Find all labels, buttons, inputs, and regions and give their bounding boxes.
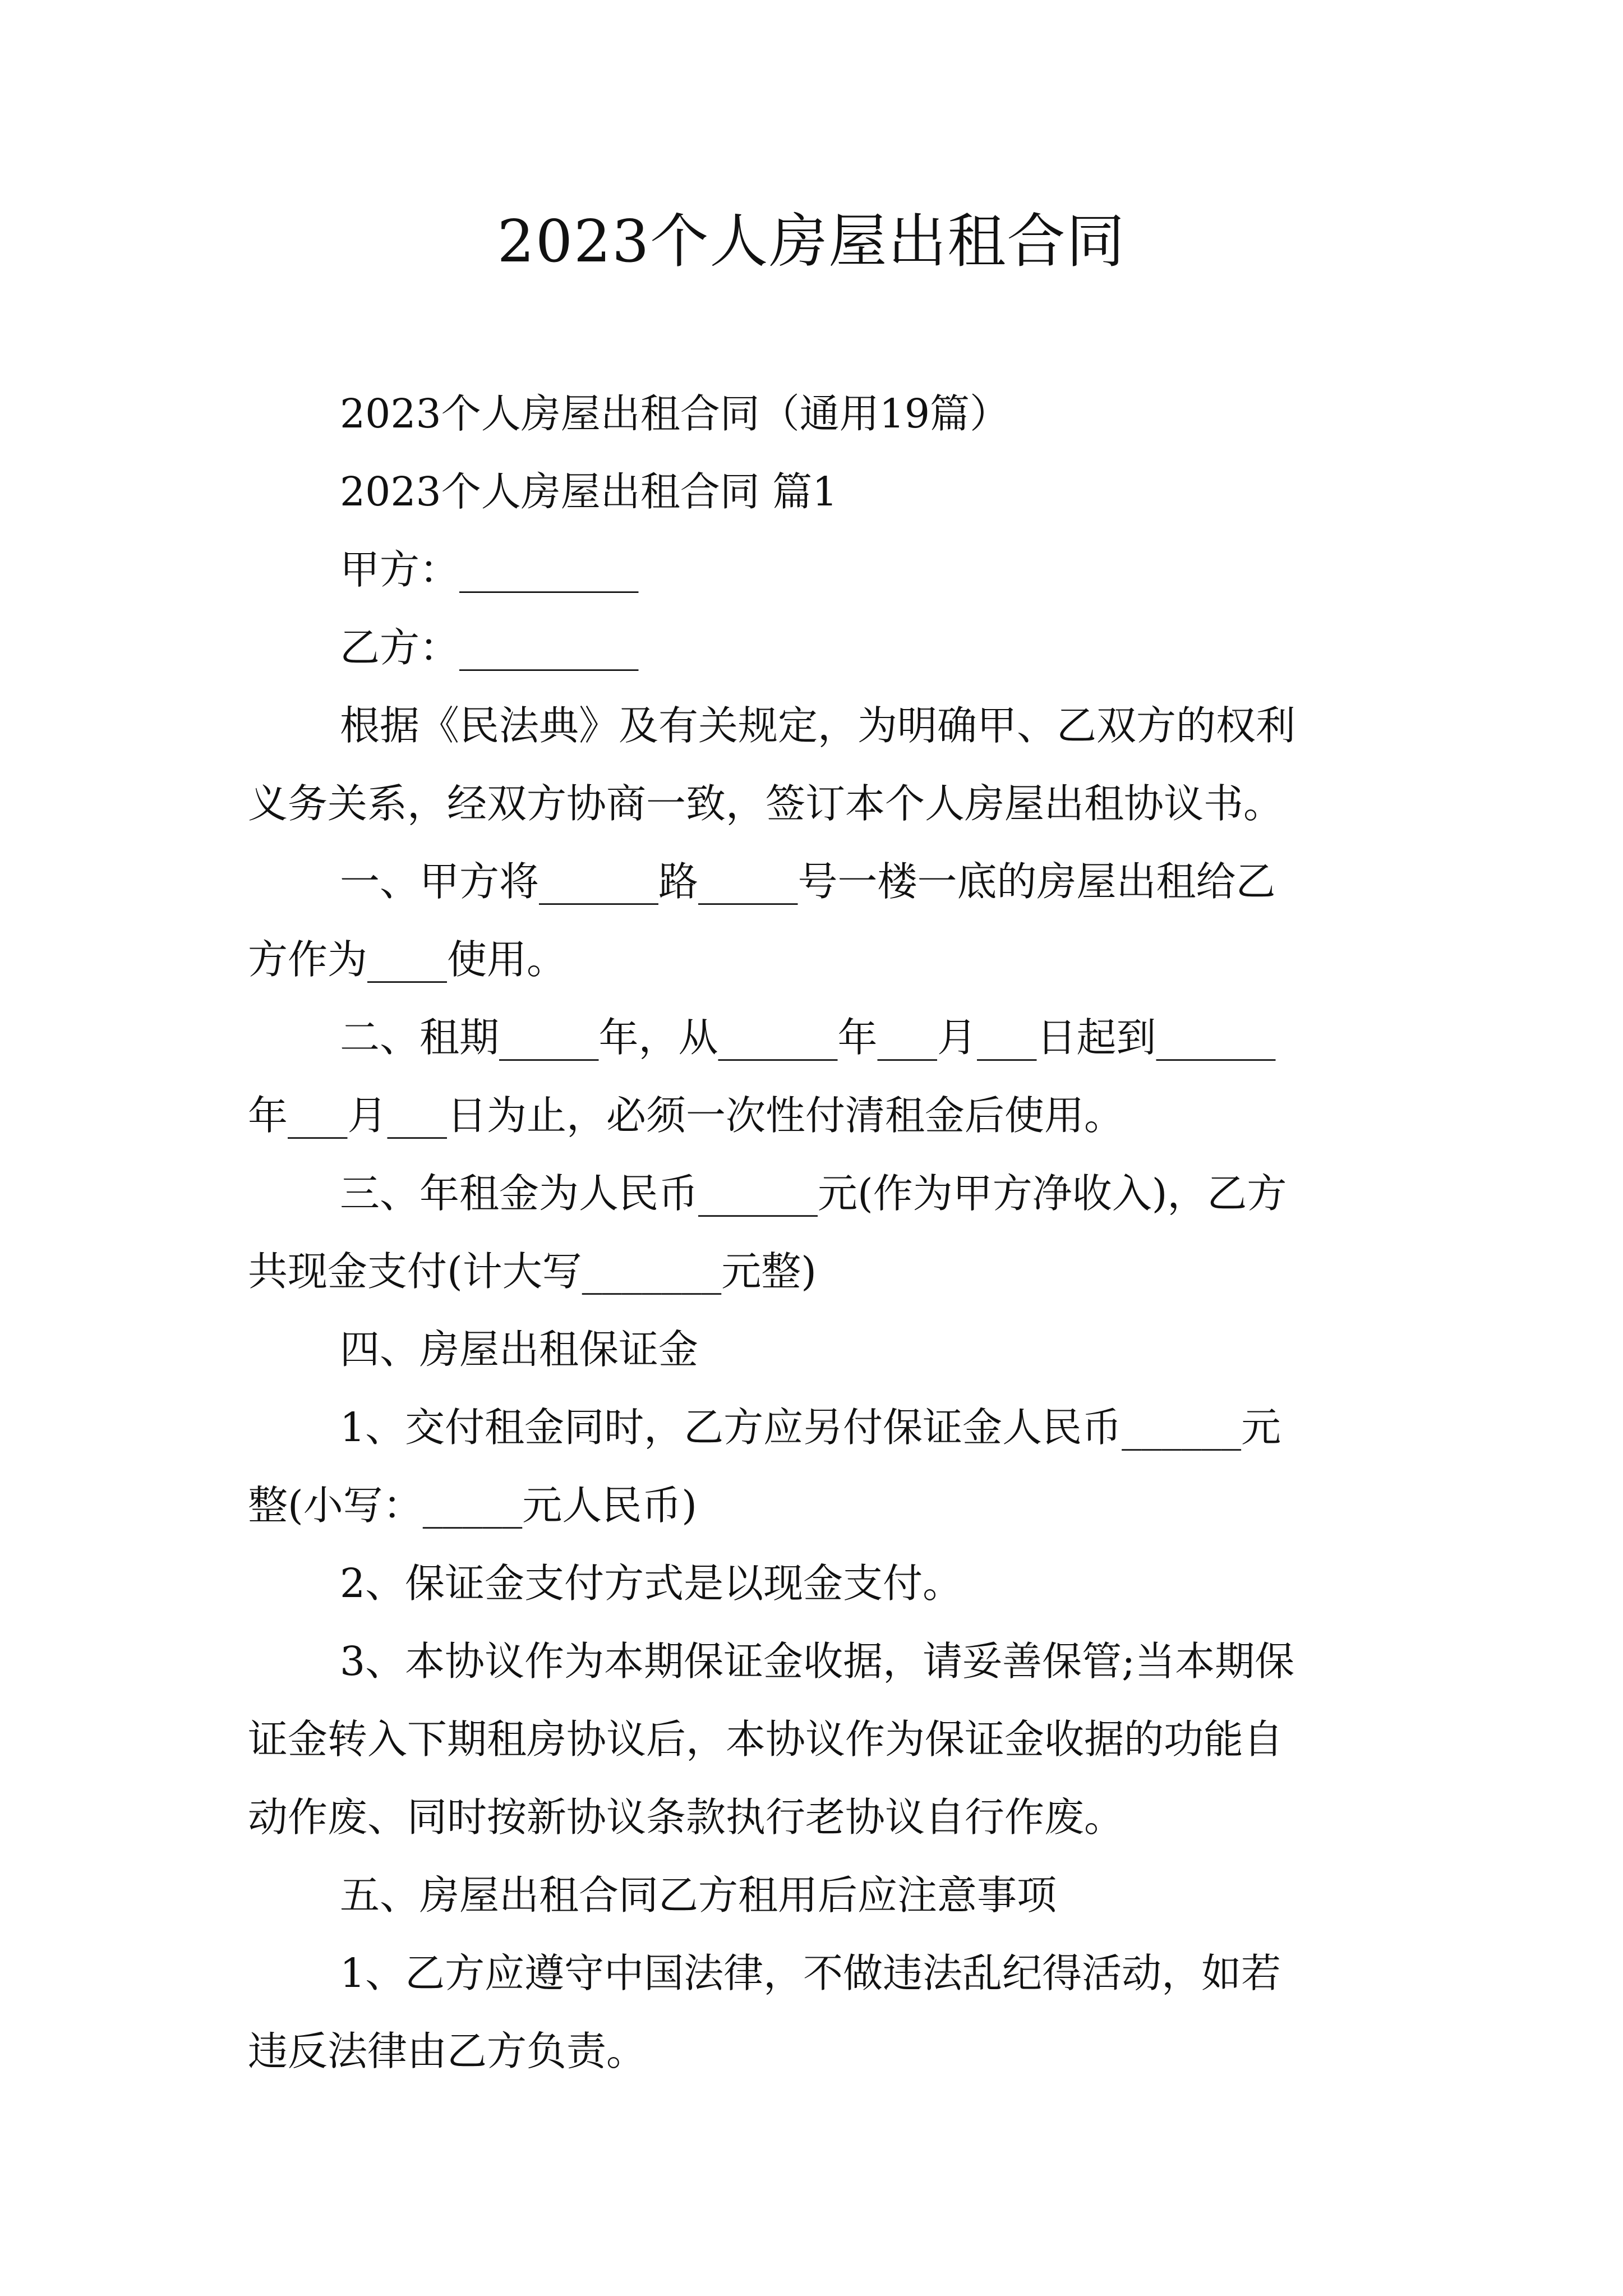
section-heading: 五、房屋出租合同乙方租用后应注意事项 [340,1872,1057,1918]
paragraph-line: 2023个人房屋出租合同 篇1 [340,468,838,515]
clause-1-line: 方作为____使用。 [248,936,567,983]
document-body [248,375,1386,2090]
sub-clause-line: 违反法律由乙方负责。 [248,2028,647,2074]
clause-1-line: 一、甲方将______路_____号一楼一底的房屋出租给乙 [340,858,1276,905]
document-title: 2023个人房屋出租合同 [497,207,1126,275]
sub-clause-line: 1、交付租金同时，乙方应另付保证金人民币______元 [340,1404,1281,1451]
clause-3-line: 三、年租金为人民币______元(作为甲方净收入)，乙方 [340,1170,1287,1217]
party-a-line: 甲方：_________ [340,546,639,593]
paragraph-line: 2023个人房屋出租合同（通用19篇） [340,390,1010,437]
section-heading: 四、房屋出租保证金 [340,1326,699,1373]
party-b-line: 乙方：_________ [340,624,639,671]
sub-clause-line: 2、保证金支付方式是以现金支付。 [340,1560,963,1607]
clause-2-line: 二、租期_____年，从______年___月___日起到______ [340,1014,1276,1061]
paragraph-line: 根据《民法典》及有关规定，为明确甲、乙双方的权利 [340,702,1296,749]
paragraph-line: 义务关系，经双方协商一致，签订本个人房屋出租协议书。 [248,780,1284,827]
sub-clause-line: 1、乙方应遵守中国法律，不做违法乱纪得活动，如若 [340,1950,1281,1996]
sub-clause-line: 动作废、同时按新协议条款执行老协议自行作废。 [248,1794,1124,1841]
sub-clause-line: 整(小写：_____元人民币) [248,1482,697,1529]
sub-clause-line: 3、本协议作为本期保证金收据，请妥善保管;当本期保 [340,1638,1295,1685]
clause-3-line: 共现金支付(计大写_______元整) [248,1248,817,1295]
sub-clause-line: 证金转入下期租房协议后，本协议作为保证金收据的功能自 [248,1716,1284,1763]
clause-2-line: 年___月___日为止，必须一次性付清租金后使用。 [248,1092,1124,1139]
